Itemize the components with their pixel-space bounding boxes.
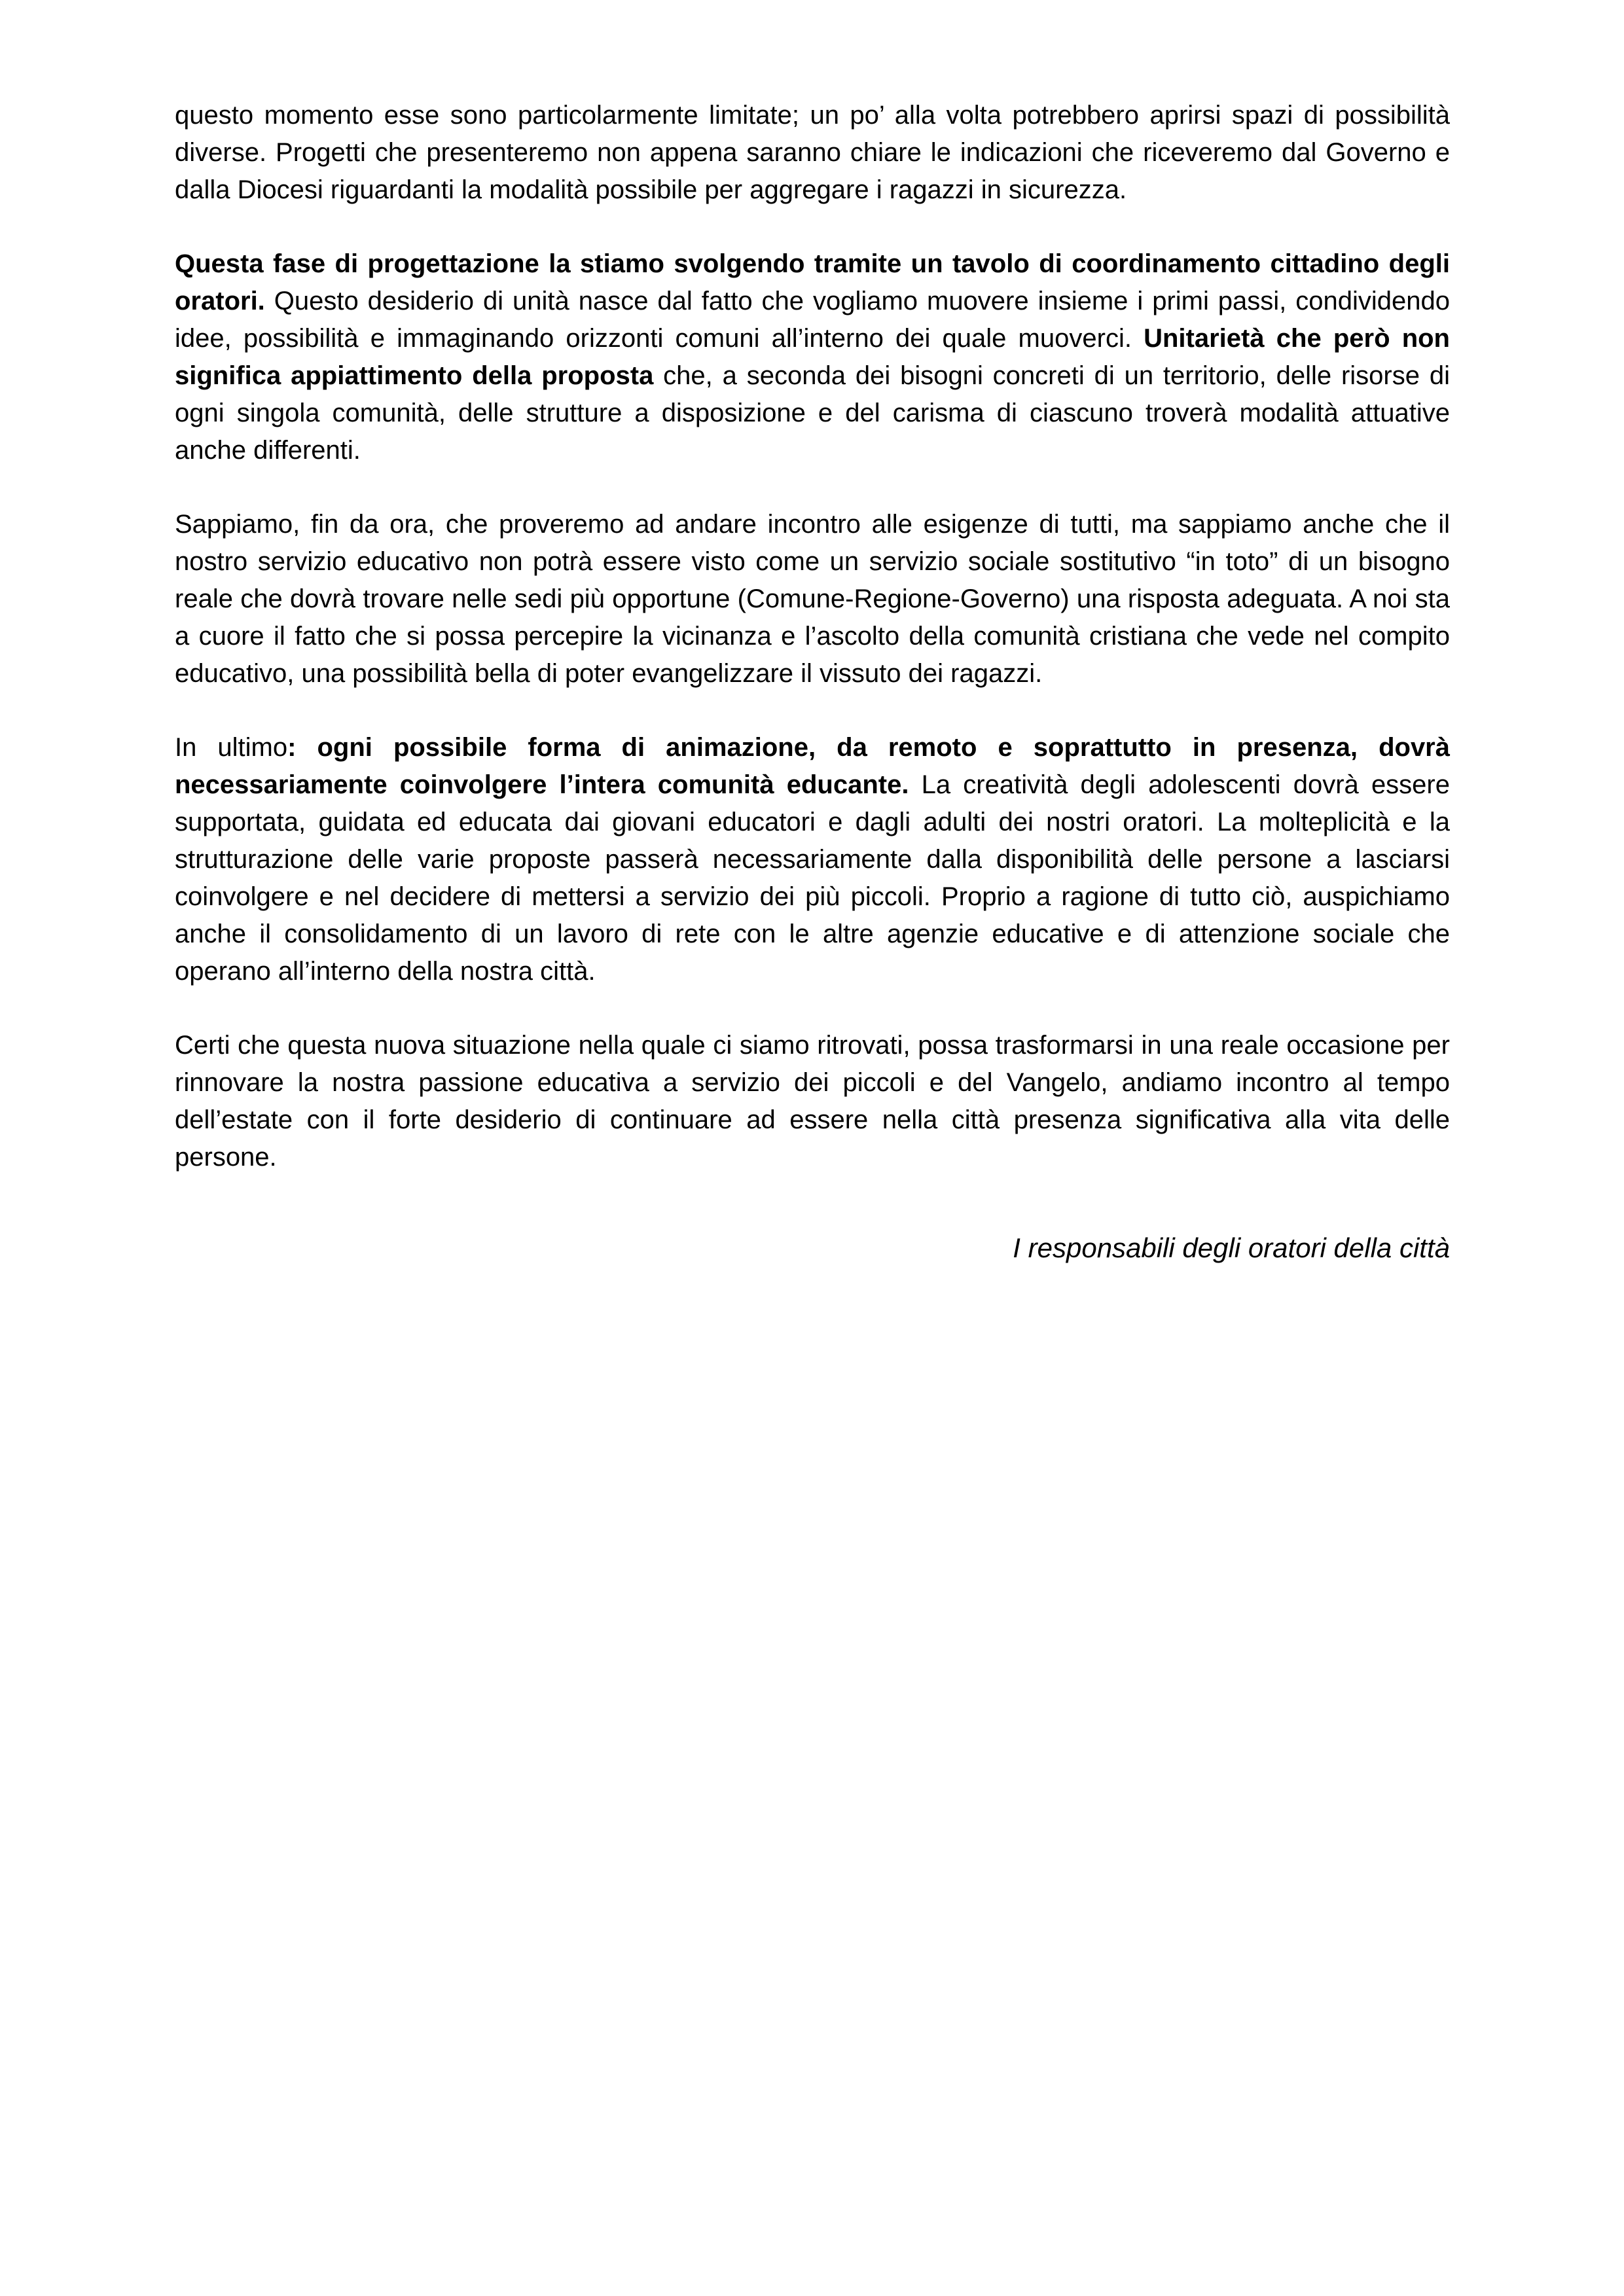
text-segment: Questo desiderio di unità nasce dal fatto che vogliamo muovere insieme i primi passi, condividendo idee, possibilità e immaginando orizzonti comuni all’interno dei quale muoverci. [175,287,1450,353]
document-body [175,97,1450,1176]
paragraph [175,97,1450,209]
bold-text-segment: Unitarietà che però non significa appiattimento della proposta [175,324,1450,390]
paragraph [175,1027,1450,1176]
bold-text-segment: : ogni possibile forma di animazione, da remoto e soprattutto in presenza, dovrà necessariamente coinvolgere l’intera comunità educante. [175,733,1450,799]
text-segment: La creatività degli adolescenti dovrà essere supportata, guidata ed educata dai giovani educatori e dagli adulti dei nostri oratori. La molteplicità e la strutturazione delle varie proposte passerà necessariamente dalla disponibilità delle persone a lasciarsi coinvolgere e nel decidere di mettersi a servizio dei più piccoli. Proprio a ragione di tutto ciò, auspichiamo anche il consolidamento di un lavoro di rete con le altre agenzie educative e di attenzione sociale che operano all’interno della nostra città. [175,770,1450,986]
text-segment: Certi che questa nuova situazione nella quale ci siamo ritrovati, possa trasformarsi in una reale occasione per rinnovare la nostra passione educativa a servizio dei piccoli e del Vangelo, andiamo incontro al tempo dell’estate con il forte desiderio di continuare ad essere nella città presenza significativa alla vita delle persone. [175,1031,1450,1172]
paragraph [175,245,1450,469]
text-segment: In ultimo [175,733,288,762]
document-page [175,97,1450,1268]
signature: I responsabili degli oratori della città [1013,1232,1450,1263]
text-segment: questo momento esse sono particolarmente limitate; un po’ alla volta potrebbero aprirsi spazi di possibilità diverse. Progetti che presenteremo non appena saranno chiare le indicazioni che riceveremo dal Governo e dalla Diocesi riguardanti la modalità possibile per aggregare i ragazzi in sicurezza. [175,101,1450,204]
paragraph [175,729,1450,990]
text-segment: Sappiamo, fin da ora, che proveremo ad andare incontro alle esigenze di tutti, ma sappiamo anche che il nostro servizio educativo non potrà essere visto come un servizio sociale sostitutivo “in toto” di un bisogno reale che dovrà trovare nelle sedi più opportune (Comune-Regione-Governo) una risposta adeguata. A noi sta a cuore il fatto che si possa percepire la vicinanza e l’ascolto della comunità cristiana che vede nel compito educativo, una possibilità bella di poter evangelizzare il vissuto dei ragazzi. [175,510,1450,688]
text-segment: che, a seconda dei bisogni concreti di un territorio, delle risorse di ogni singola comunità, delle strutture a disposizione e del carisma di ciascuno troverà modalità attuative anche differenti. [175,361,1450,465]
paragraph [175,506,1450,692]
bold-text-segment: Questa fase di progettazione la stiamo svolgendo tramite un tavolo di coordinamento cittadino degli oratori. [175,249,1450,315]
